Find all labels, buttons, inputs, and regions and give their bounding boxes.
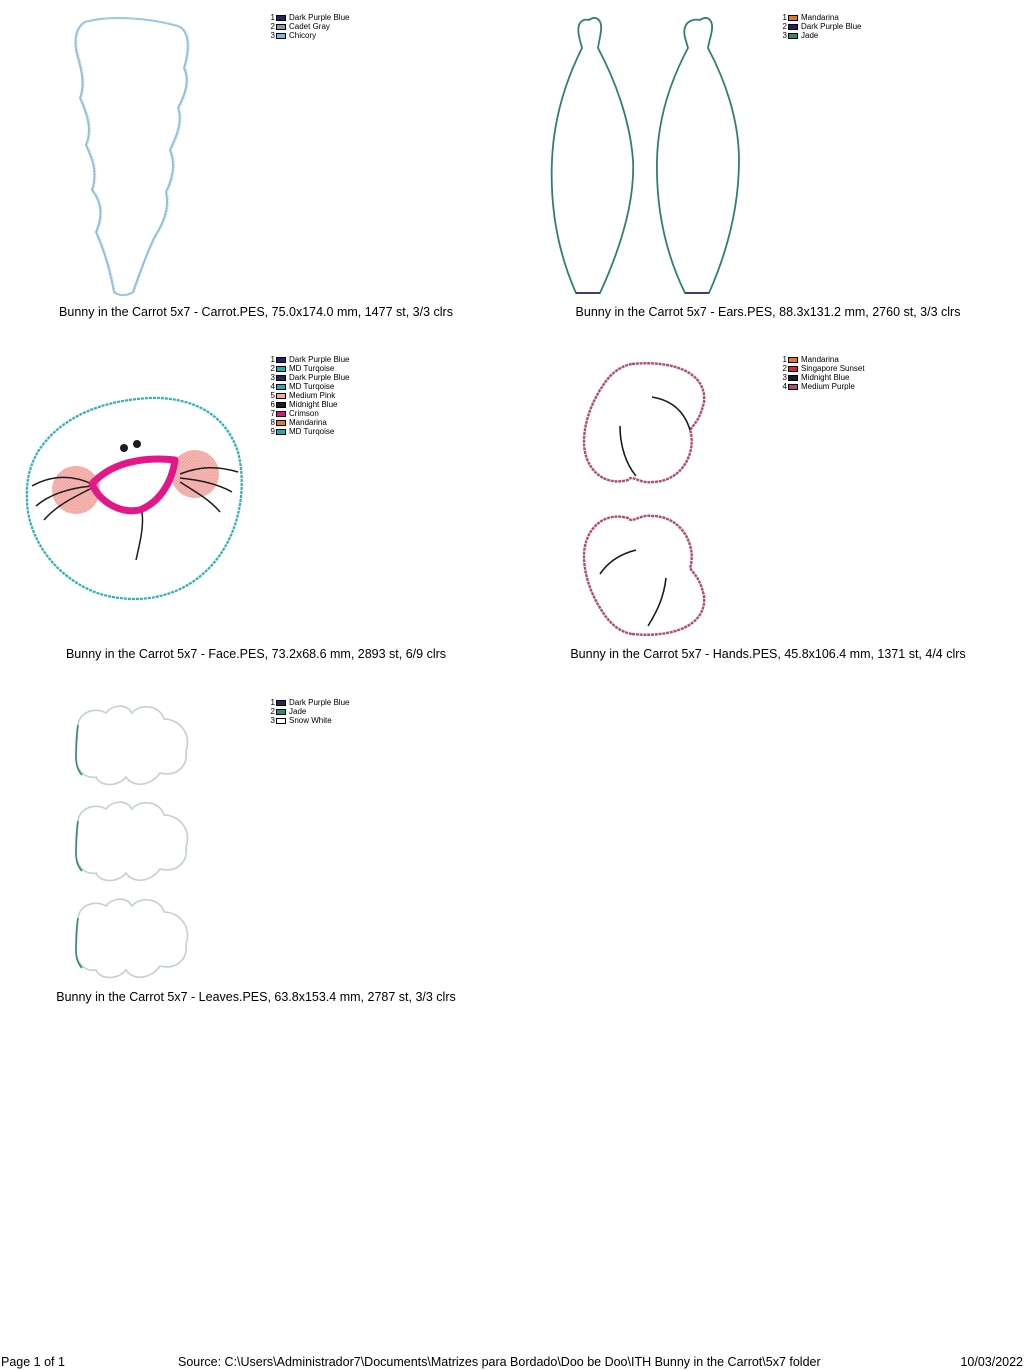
color-swatch <box>276 700 286 706</box>
color-swatch <box>276 384 286 390</box>
legend-row <box>268 382 349 391</box>
color-name: Mandarina <box>289 418 327 427</box>
color-legend <box>268 13 349 40</box>
legend-row <box>780 31 861 40</box>
color-name: Snow White <box>289 716 332 725</box>
color-swatch <box>276 375 286 381</box>
color-name: Jade <box>801 31 819 40</box>
color-swatch <box>788 357 798 363</box>
color-swatch <box>276 402 286 408</box>
color-swatch <box>788 15 798 21</box>
legend-number: 7 <box>270 409 275 418</box>
legend-row <box>780 13 861 22</box>
design-cell-carrot <box>0 0 512 342</box>
leaves-outline-image <box>0 685 512 1027</box>
color-swatch <box>276 718 286 724</box>
legend-number: 4 <box>782 382 787 391</box>
color-name: Dark Purple Blue <box>289 13 350 22</box>
legend-row <box>268 364 349 373</box>
legend-number: 1 <box>782 13 787 22</box>
color-swatch <box>788 384 798 390</box>
color-swatch <box>276 366 286 372</box>
design-cell-face <box>0 342 512 684</box>
color-legend <box>268 698 349 725</box>
color-name: Jade <box>289 707 307 716</box>
legend-number: 3 <box>782 31 787 40</box>
color-name: MD Turqoise <box>289 427 335 436</box>
color-name: MD Turqoise <box>289 364 335 373</box>
color-legend <box>780 355 865 391</box>
color-name: Dark Purple Blue <box>289 355 350 364</box>
legend-number: 1 <box>782 355 787 364</box>
color-swatch <box>276 709 286 715</box>
legend-number: 6 <box>270 400 275 409</box>
color-name: Crimson <box>289 409 319 418</box>
legend-row <box>268 373 349 382</box>
legend-row <box>780 364 865 373</box>
legend-number: 1 <box>270 13 275 22</box>
hands-outline-image <box>512 342 1024 684</box>
legend-row <box>268 400 349 409</box>
design-caption: Bunny in the Carrot 5x7 - Carrot.PES, 75.0x174.0 mm, 1477 st, 3/3 clrs <box>59 305 453 319</box>
color-name: Cadet Gray <box>289 22 330 31</box>
color-swatch <box>788 366 798 372</box>
legend-row <box>268 698 349 707</box>
legend-row <box>780 22 861 31</box>
color-name: Medium Purple <box>801 382 855 391</box>
legend-number: 2 <box>782 22 787 31</box>
legend-row <box>268 707 349 716</box>
color-name: Dark Purple Blue <box>801 22 862 31</box>
color-name: Singapore Sunset <box>801 364 865 373</box>
color-swatch <box>276 357 286 363</box>
design-caption: Bunny in the Carrot 5x7 - Face.PES, 73.2x68.6 mm, 2893 st, 6/9 clrs <box>65 647 447 661</box>
legend-number: 4 <box>270 382 275 391</box>
legend-number: 2 <box>270 22 275 31</box>
color-swatch <box>788 24 798 30</box>
color-name: Midnight Blue <box>289 400 338 409</box>
color-name: Chicory <box>289 31 317 40</box>
legend-number: 3 <box>270 716 275 725</box>
legend-row <box>780 382 865 391</box>
design-caption: Bunny in the Carrot 5x7 - Hands.PES, 45.8x106.4 mm, 1371 st, 4/4 clrs <box>570 647 966 661</box>
legend-number: 3 <box>782 373 787 382</box>
color-name: MD Turqoise <box>289 382 335 391</box>
legend-row <box>268 427 349 436</box>
color-name: Mandarina <box>801 13 839 22</box>
carrot-outline-image <box>0 0 512 342</box>
source-path: Source: C:\Users\Administrador7\Documents\Matrizes para Bordado\Doo be Doo\ITH Bunny in the Carrot\5x7 folder <box>178 1355 821 1369</box>
legend-row <box>780 373 865 382</box>
design-cell-leaves <box>0 685 512 1027</box>
color-legend <box>268 355 349 436</box>
design-cell-hands <box>512 342 1024 684</box>
legend-number: 5 <box>270 391 275 400</box>
legend-row <box>268 355 349 364</box>
legend-row <box>268 13 349 22</box>
color-swatch <box>276 420 286 426</box>
legend-number: 9 <box>270 427 275 436</box>
legend-row <box>268 31 349 40</box>
print-date: 10/03/2022 <box>960 1355 1023 1369</box>
legend-row <box>268 22 349 31</box>
color-swatch <box>276 429 286 435</box>
color-swatch <box>276 393 286 399</box>
color-swatch <box>788 33 798 39</box>
color-swatch <box>276 15 286 21</box>
design-caption: Bunny in the Carrot 5x7 - Leaves.PES, 63.8x153.4 mm, 2787 st, 3/3 clrs <box>56 990 456 1004</box>
color-name: Medium Pink <box>289 391 336 400</box>
legend-row <box>268 391 349 400</box>
legend-row <box>780 355 865 364</box>
color-name: Dark Purple Blue <box>289 698 350 707</box>
color-swatch <box>276 411 286 417</box>
legend-row <box>268 409 349 418</box>
design-cell-ears <box>512 0 1024 342</box>
color-name: Dark Purple Blue <box>289 373 350 382</box>
legend-number: 2 <box>270 364 275 373</box>
color-swatch <box>276 33 286 39</box>
color-swatch <box>276 24 286 30</box>
color-legend <box>780 13 861 40</box>
legend-number: 2 <box>782 364 787 373</box>
face-image <box>0 342 512 684</box>
design-caption: Bunny in the Carrot 5x7 - Ears.PES, 88.3x131.2 mm, 2760 st, 3/3 clrs <box>575 305 961 319</box>
legend-row <box>268 418 349 427</box>
legend-number: 1 <box>270 355 275 364</box>
legend-number: 8 <box>270 418 275 427</box>
ears-outline-image <box>512 0 1024 342</box>
color-name: Midnight Blue <box>801 373 850 382</box>
color-swatch <box>788 375 798 381</box>
legend-number: 1 <box>270 698 275 707</box>
legend-number: 3 <box>270 373 275 382</box>
legend-row <box>268 716 349 725</box>
color-name: Mandarina <box>801 355 839 364</box>
legend-number: 3 <box>270 31 275 40</box>
legend-number: 2 <box>270 707 275 716</box>
page-number: Page 1 of 1 <box>1 1355 65 1369</box>
